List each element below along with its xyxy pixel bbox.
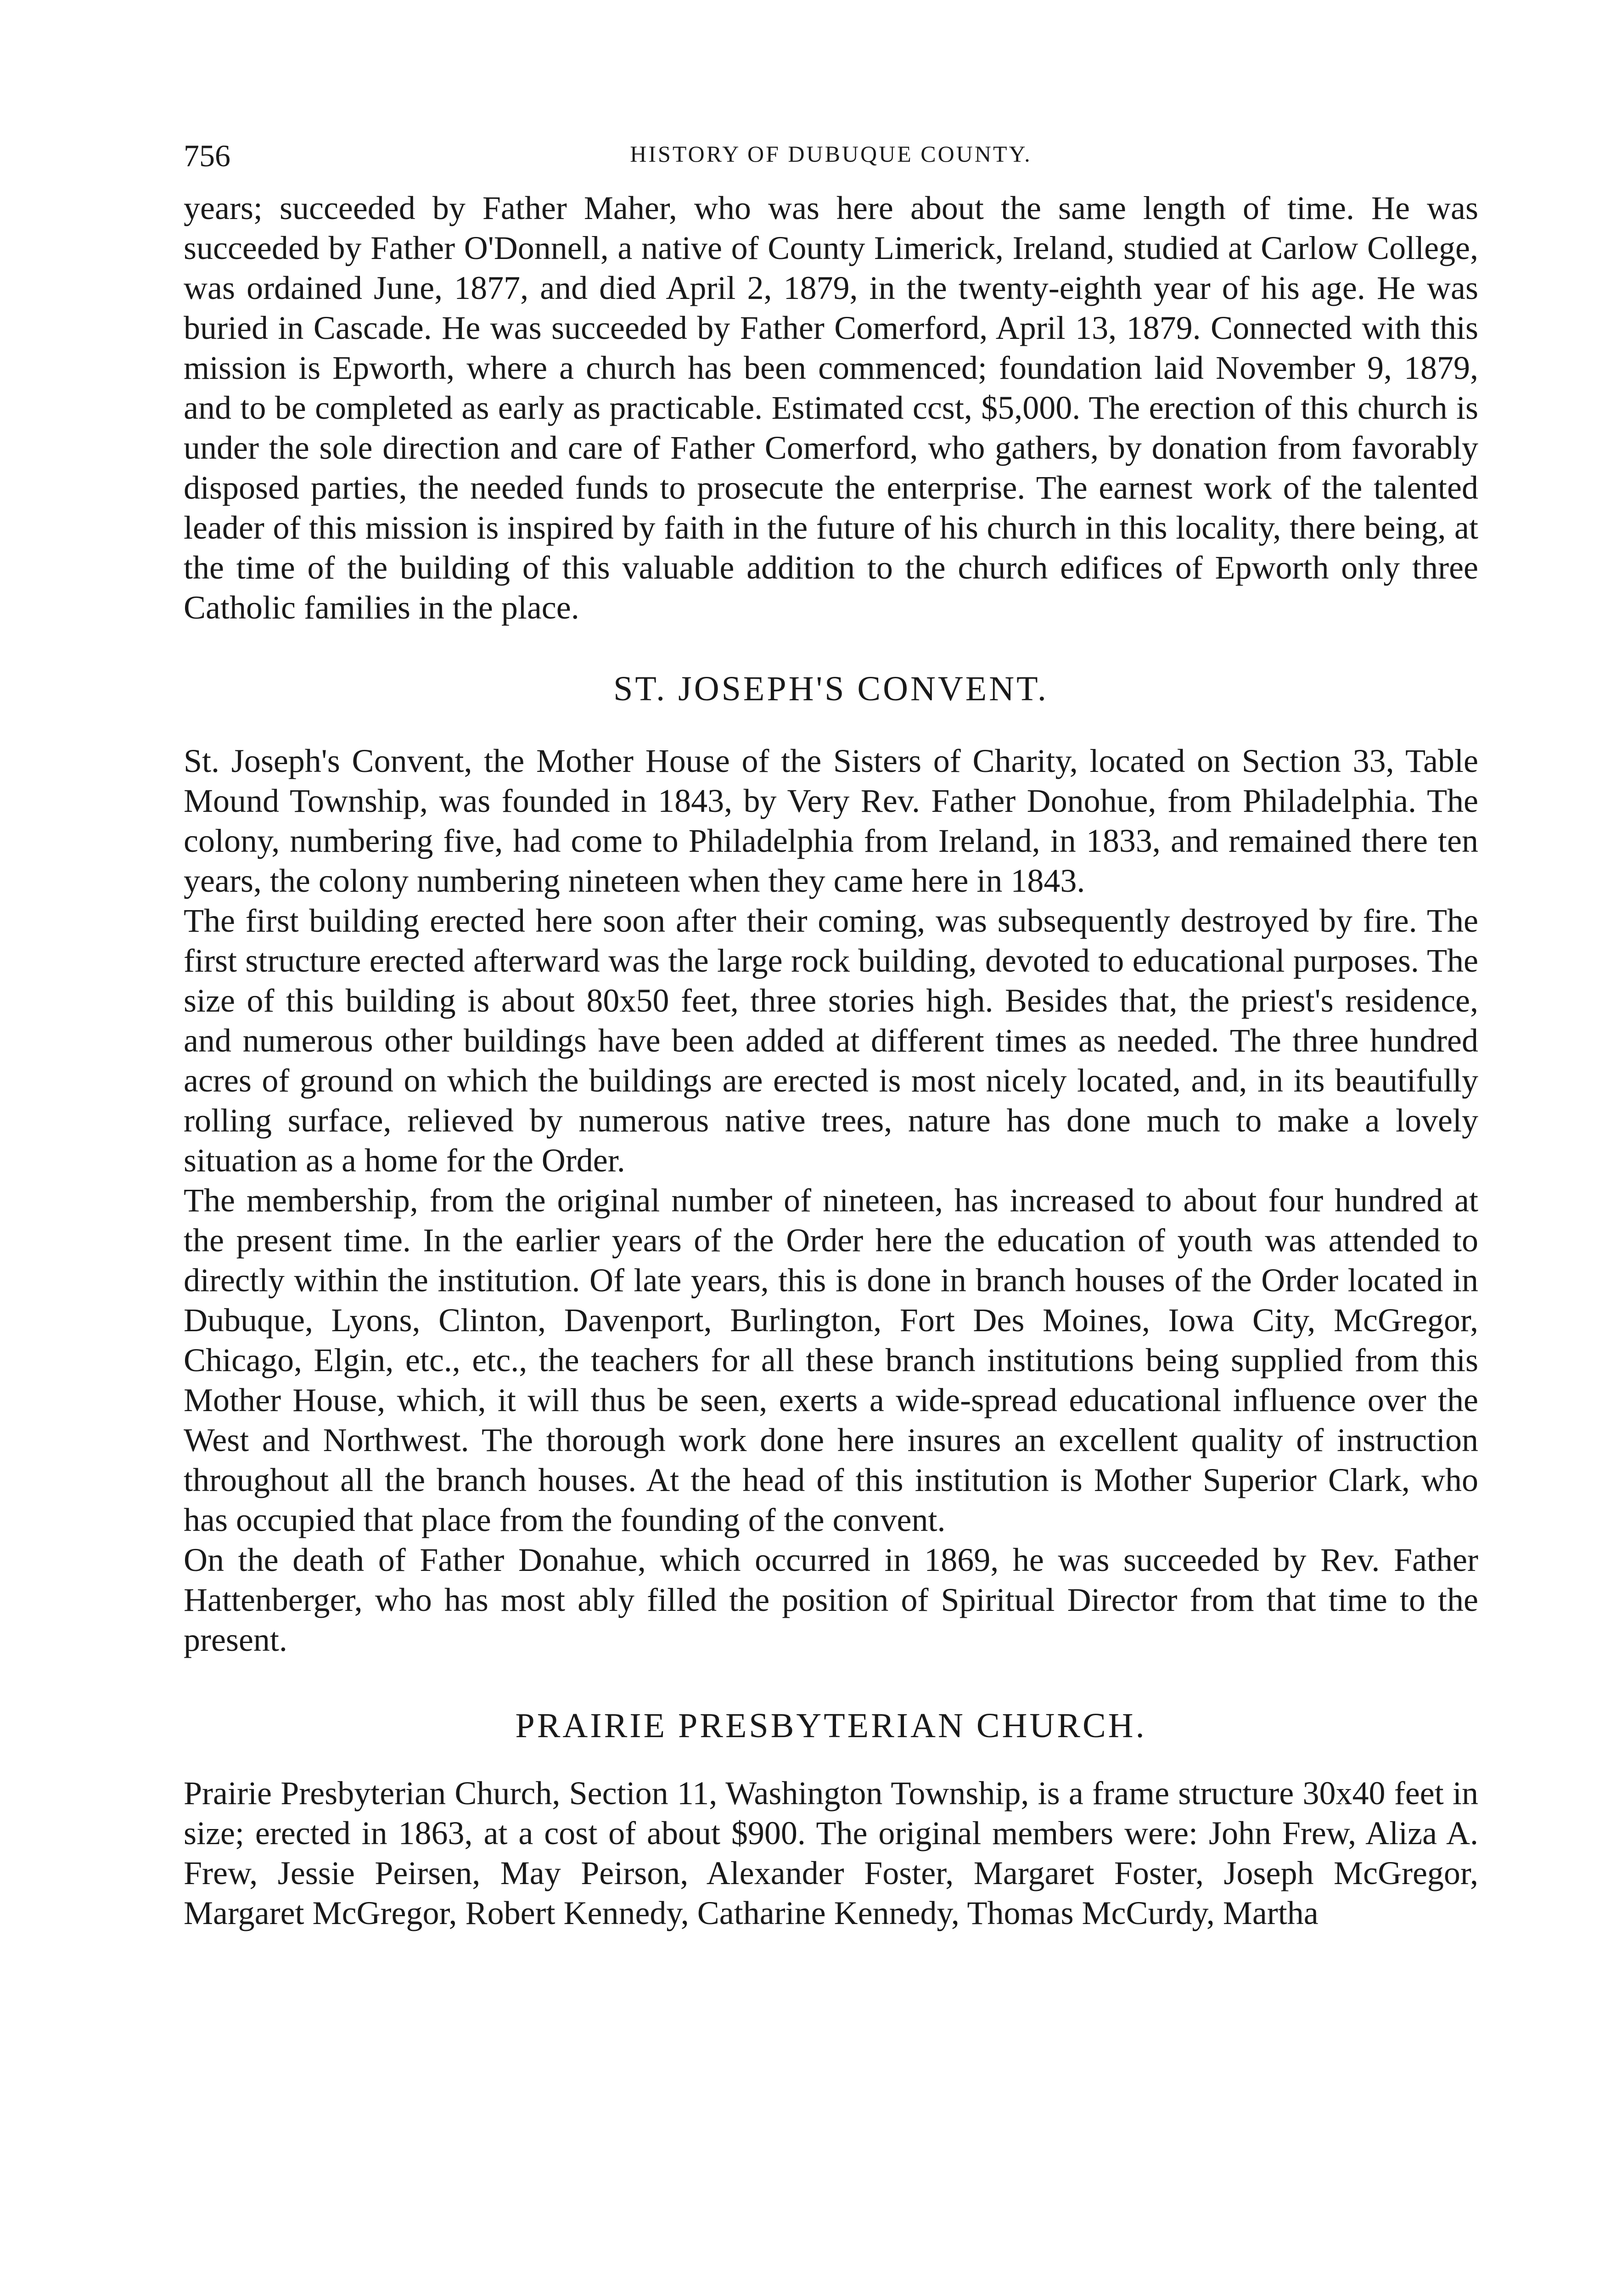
paragraph-convent-director: On the death of Father Donahue, which occurred in 1869, he was succeeded by Rev. Father Hattenberger, who has most ably filled the position of Spiritual Director from that time to the present. <box>184 1542 1478 1658</box>
running-head <box>184 138 1478 188</box>
section-heading-prairie-presbyterian-church: PRAIRIE PRESBYTERIAN CHURCH. <box>515 1706 1147 1745</box>
paragraph-convent-membership: The membership, from the original number of nineteen, has increased to about four hundred at the present time. In the earlier years of the Order here the education of youth was attended to directly within the institution. Of late years, this is done in branch houses of the Order located in Dubuque, Lyons, Clinton, Davenport, Burlington, Fort Des Moines, Iowa City, McGregor, Chicago, Elgin, etc., etc., the teachers for all these branch institutions being supplied from this Mother House, which, it will thus be seen, exerts a wide-spread educational influence over the West and Northwest. The thorough work done here insures an excellent quality of instruction throughout all the branch houses. At the head of this institution is Mother Superior Clark, who has occupied that place from the founding of the convent. <box>184 1182 1478 1538</box>
paragraph-convent-buildings: The first building erected here soon after their coming, was subsequently destroyed by fire. The first structure erected afterward was the large rock building, devoted to educational purposes. The size of this building is about 80x50 feet, three stories high. Besides that, the priest's residence, and numerous other buildings have been added at different times as needed. The three hundred acres of ground on which the buildings are erected is most nicely located, and, in its beautifully rolling surface, relieved by numerous native trees, nature has done much to make a lovely situation as a home for the Order. <box>184 902 1478 1179</box>
paragraph-convent-founding: St. Joseph's Convent, the Mother House of the Sisters of Charity, located on Section 33, Table Mound Township, was founded in 1843, by Very Rev. Father Donohue, from Philadelphia. The colony, numbering five, had come to Philadelphia from Ireland, in 1833, and remained there ten years, the colony numbering nineteen when they came here in 1843. <box>184 743 1478 899</box>
section-heading-st-josephs-convent: ST. JOSEPH'S CONVENT. <box>613 670 1049 708</box>
paragraph-presbyterian-church: Prairie Presbyterian Church, Section 11, Washington Township, is a frame structure 30x40 feet in size; erected in 1863, at a cost of about $900. The original members were: John Frew, Aliza A. Frew, Jessie Peirsen, May Peirson, Alexander Foster, Margaret Foster, Joseph McGregor, Margaret McGregor, Robert Kennedy, Catharine Kennedy, Thomas McCurdy, Martha <box>184 1775 1478 1931</box>
book-page <box>184 138 1478 1933</box>
running-title: HISTORY OF DUBUQUE COUNTY. <box>630 141 1032 167</box>
paragraph-mission-history: years; succeeded by Father Maher, who was here about the same length of time. He was succeeded by Father O'Donnell, a native of County Limerick, Ireland, studied at Carlow College, was ordained June, 1877, and died April 2, 1879, in the twenty-eighth year of his age. He was buried in Cascade. He was succeeded by Father Comerford, April 13, 1879. Connected with this mission is Epworth, where a church has been commenced; foundation laid November 9, 1879, and to be completed as early as practicable. Estimated ccst, $5,000. The erection of this church is under the sole direction and care of Father Comerford, who gathers, by donation from favorably disposed parties, the needed funds to prosecute the enterprise. The earnest work of the talented leader of this mission is inspired by faith in the future of his church in this locality, there being, at the time of the building of this valuable addition to the church edifices of Epworth only three Catholic families in the place. <box>184 190 1478 626</box>
page-number: 756 <box>184 138 230 173</box>
